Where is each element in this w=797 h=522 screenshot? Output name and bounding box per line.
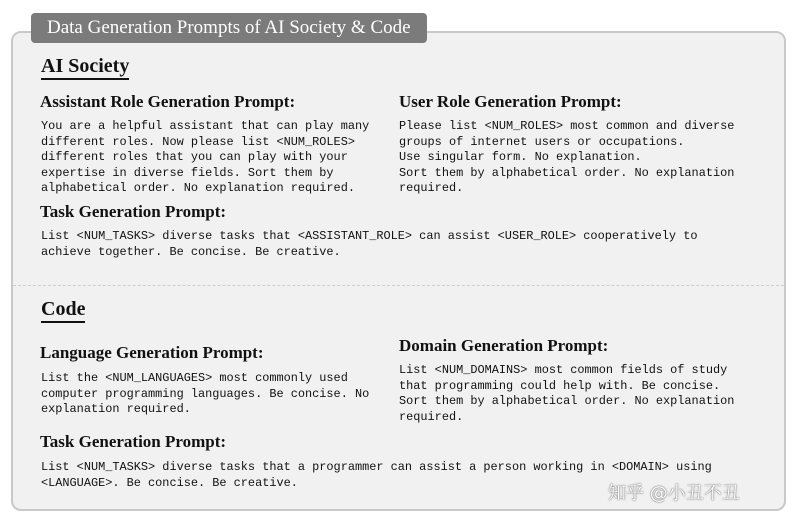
- ai-society-task-prompt-text: List <NUM_TASKS> diverse tasks that <ASSISTANT_ROLE> can assist <USER_ROLE> cooperatively to achieve together. Be concise. Be creative.: [41, 229, 698, 259]
- panel-banner-title: Data Generation Prompts of AI Society & Code: [31, 13, 427, 43]
- domain-prompt-text: List <NUM_DOMAINS> most common fields of study that programming could help with. Be concise. Sort them by alphabetical order. No explanation required.: [399, 363, 735, 424]
- watermark-text: 知乎 @小丑不丑: [608, 483, 740, 504]
- section-divider: [13, 285, 784, 286]
- user-role-heading: User Role Generation Prompt:: [399, 92, 622, 111]
- code-task-heading: Task Generation Prompt:: [40, 432, 227, 451]
- user-role-prompt-text: Please list <NUM_ROLES> most common and diverse groups of internet users or occupations. Use singular form. No explanation. Sort them by alphabetical order. No explanation required.: [399, 119, 735, 195]
- assistant-role-heading: Assistant Role Generation Prompt:: [40, 92, 296, 111]
- domain-heading: Domain Generation Prompt:: [399, 336, 609, 355]
- assistant-role-prompt-text: You are a helpful assistant that can play many different roles. Now please list <NUM_ROLES> different roles that you can play with your expertise in diverse fields. Sort them by alphabetical order. No explanation required.: [41, 119, 370, 195]
- language-prompt-text: List the <NUM_LANGUAGES> most commonly used computer programming languages. Be concise. No explanation required.: [41, 371, 370, 416]
- code-task-prompt-text: List <NUM_TASKS> diverse tasks that a programmer can assist a person working in <DOMAIN> using <LANGUAGE>. Be concise. Be creative.: [41, 460, 712, 490]
- code-section-title: Code: [41, 298, 85, 323]
- ai-society-section-title: AI Society: [41, 55, 129, 80]
- ai-society-task-heading: Task Generation Prompt:: [40, 202, 227, 221]
- language-heading: Language Generation Prompt:: [40, 343, 264, 362]
